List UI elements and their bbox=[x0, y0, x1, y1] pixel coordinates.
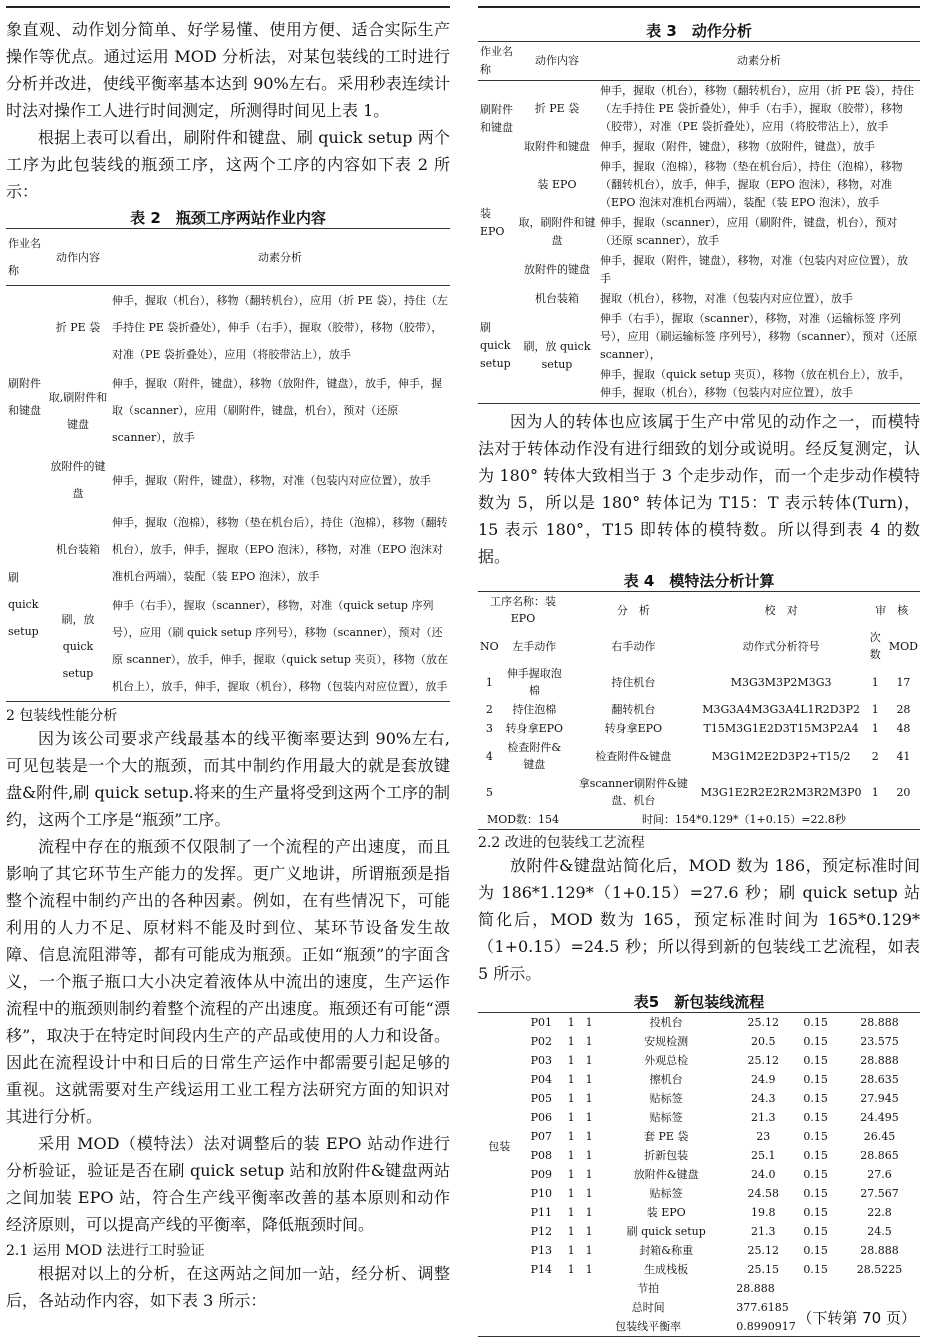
table-row bbox=[478, 81, 920, 138]
spacer bbox=[478, 1317, 562, 1337]
t2-act: 刷，放 quick setup bbox=[61, 612, 95, 680]
table-row bbox=[6, 369, 450, 452]
cell: 1 bbox=[871, 675, 879, 689]
cell: 0.15 bbox=[803, 1073, 828, 1086]
t2-text: 伸手，握取（附件，键盘），移物，对准（包装内对应位置），放手 bbox=[112, 473, 431, 487]
cell bbox=[501, 774, 568, 810]
t2-text: 伸手，握取（泡棉），移物（垫在机台后），持住（泡棉），移物（翻转机台），放手，伸手，握取（EPO 泡沫），移物，对准（EPO 泡沫对准机台两端），装配（装 EPO 泡沫），放手 bbox=[112, 516, 448, 583]
paragraph-bottleneck-def: 流程中存在的瓶颈不仅限制了一个流程的产出速度，而且影响了其它环节生产能力的发挥。更广义地讲，所谓瓶颈是指整个流程中制约产出的各种因素。例如，在有些情况下，可能利用的人力不足、原材料不能及时到位、某环节设备发生故障、信息流阻滞等，都有可能成为瓶颈。正如“瓶颈”的字面含义，一个瓶子瓶口大小决定着液体从中流出的速度，生产运作流程中的瓶颈则制约着整个流程的产出速度。瓶颈还有可能“漂移”，取决于在特定时间段内生产的产品或使用的人力和设备。因此在流程设计中和日后的日常生产运作中都需要引起足够的重视。这就需要对生产线运用工业工程方法研究方面的知识对其进行分析。 bbox=[6, 837, 450, 1126]
table4 bbox=[478, 591, 920, 830]
t3-text: 握取（机台），移物，对准（包装内对应位置），放手 bbox=[600, 292, 853, 305]
cell: 贴标签 bbox=[649, 1111, 683, 1124]
cell: 28.635 bbox=[860, 1073, 899, 1086]
cell: 0.15 bbox=[803, 1206, 828, 1219]
cell: 1 bbox=[585, 1263, 593, 1276]
cell: 28.888 bbox=[860, 1054, 899, 1067]
t2-text: 伸手，握取（机台），移物（翻转机台），应用（折 PE 袋），持住（左手持住 PE 袋折叠处），伸手（右手），握取（胶带），移物（胶带），对准（PE 袋折叠处），应用（将胶带沾上），放手 bbox=[112, 294, 448, 361]
cell: 28.5225 bbox=[856, 1263, 903, 1276]
cell: 4 bbox=[485, 749, 493, 763]
paragraph-bottleneck: 根据上表可以看出，刷附件和键盘、刷 quick setup 两个工序为此包装线的瓶颈工序，这两个工序的内容如下表 2 所示： bbox=[6, 128, 450, 201]
cell: 1 bbox=[567, 1130, 575, 1143]
cell: 检查附件&键盘 bbox=[595, 749, 672, 763]
table-row bbox=[478, 309, 920, 365]
cell: 0.15 bbox=[803, 1225, 828, 1238]
t3-group2: 装EPO bbox=[480, 207, 505, 238]
table-row bbox=[478, 719, 920, 738]
cell: 1 bbox=[567, 1263, 575, 1276]
cell: P12 bbox=[530, 1225, 553, 1238]
t3-act: 放附件的键盘 bbox=[524, 263, 590, 276]
cell: 28.865 bbox=[860, 1149, 899, 1162]
cell: 1 bbox=[567, 1187, 575, 1200]
paragraph-table3-intro: 根据对以上的分析，在这两站之间加一站，经分析、调整后，各站动作内容，如下表 3 所示： bbox=[6, 1264, 450, 1310]
t3-header-act: 动作内容 bbox=[535, 54, 579, 67]
cell: 1 bbox=[585, 1092, 593, 1105]
cell: 26.45 bbox=[863, 1130, 896, 1143]
cell: P06 bbox=[530, 1111, 553, 1124]
t3-group3: 刷quick setup bbox=[480, 321, 511, 370]
cell: T15M3G1E2D3T15M3P2A4 bbox=[703, 722, 859, 735]
cell: 25.12 bbox=[747, 1054, 780, 1067]
t3-text: 伸手，握取（附件，键盘），移物（放附件，键盘），放手 bbox=[600, 140, 875, 153]
summary-value: 377.6185 bbox=[736, 1301, 789, 1314]
table3-header bbox=[478, 42, 920, 81]
cell: 转身拿EPO bbox=[505, 722, 564, 735]
cell: 装 EPO bbox=[646, 1206, 686, 1219]
t2-text: 伸手（右手），握取（scanner），移物，对准（quick setup 序列号），应用（刷 quick setup 序列号），移物（scanner），预对（还原 scanner），放手，伸手，握取（quick setup 夹页），移物（放在机台上），放手，伸手，握取（机台），移物（包装内对应位置），放手 bbox=[112, 599, 448, 693]
t3-act: 机台装箱 bbox=[535, 292, 579, 305]
table-row bbox=[478, 251, 920, 289]
cell: 1 bbox=[567, 1092, 575, 1105]
cell: 24.5 bbox=[867, 1225, 892, 1238]
t4-header: 审 核 bbox=[875, 603, 909, 617]
t4-col: MOD bbox=[888, 639, 918, 653]
t3-text: 伸手（右手），握取（scanner），移物，对准（运输标签 序列号），应用（刷运输标签 序列号），移物（scanner），预对（还原 scanner）， bbox=[600, 312, 918, 361]
summary-label: 节拍 bbox=[637, 1282, 660, 1295]
cell: 安规检测 bbox=[644, 1035, 689, 1048]
t3-text: 伸手，握取（附件，键盘），移物，对准（包装内对应位置），放手 bbox=[600, 254, 908, 285]
section-heading-2: 2 包装线性能分析 bbox=[6, 708, 118, 724]
cell: M3G3A4M3G3A4L1R2D3P2 bbox=[702, 703, 860, 716]
cell: 贴标签 bbox=[649, 1092, 683, 1105]
cell: P04 bbox=[530, 1073, 553, 1086]
cell: 1 bbox=[485, 675, 493, 689]
table-row bbox=[478, 1203, 920, 1222]
cell: 2 bbox=[871, 749, 879, 763]
cell: 1 bbox=[567, 1073, 575, 1086]
t3-text: 伸手，握取（泡棉），移物（垫在机台后），持住（泡棉），移物（翻转机台），放手，伸手，握取（EPO 泡沫），移物，对准（EPO 泡沫对准机台两端），装配（装 EPO 泡沫），放手 bbox=[600, 160, 903, 209]
cell: 检查附件&键盘 bbox=[507, 741, 562, 771]
t4-col: 左手动作 bbox=[512, 639, 557, 653]
cell: 贴标签 bbox=[649, 1187, 683, 1200]
table-row bbox=[478, 1222, 920, 1241]
cell: 1 bbox=[567, 1054, 575, 1067]
table-row bbox=[478, 774, 920, 810]
t3-group1: 刷附件和键盘 bbox=[480, 103, 513, 134]
cell: 1 bbox=[585, 1168, 593, 1181]
cell: 持住泡棉 bbox=[512, 703, 557, 716]
cell: 0.15 bbox=[803, 1092, 828, 1105]
cell: 21.3 bbox=[751, 1111, 776, 1124]
t3-text: 伸手，握取（quick setup 夹页），移物（放在机台上），放手，伸手，握取（机台），移物（包装内对应位置），放手 bbox=[600, 368, 911, 399]
table-row bbox=[478, 1051, 920, 1070]
table4-caption: 表 4 模特法分析计算 bbox=[623, 572, 775, 590]
cell: 24.0 bbox=[751, 1168, 776, 1181]
cell: 1 bbox=[567, 1206, 575, 1219]
cell: 5 bbox=[485, 785, 493, 799]
cell: 41 bbox=[896, 749, 911, 763]
cell: P07 bbox=[530, 1130, 553, 1143]
table-row bbox=[478, 1184, 920, 1203]
cell: 投机台 bbox=[649, 1016, 683, 1029]
cell: 折新包装 bbox=[644, 1149, 689, 1162]
continued-note: （下转第 70 页） bbox=[797, 1309, 916, 1327]
t2-act: 折 PE 袋 bbox=[55, 321, 101, 334]
t3-text: 伸手，握取（scanner），应用（刷附件，键盘，机台），预对（还原 scanner），放手 bbox=[600, 216, 898, 247]
cell: 1 bbox=[871, 703, 879, 716]
table3-caption: 表 3 动作分析 bbox=[646, 22, 752, 40]
table-row bbox=[478, 1127, 920, 1146]
cell: 拿scanner刷附件&键盘、机台 bbox=[578, 777, 688, 807]
table-row bbox=[478, 1165, 920, 1184]
cell: 1 bbox=[871, 785, 879, 799]
cell: 封箱&称重 bbox=[639, 1244, 694, 1257]
table-row bbox=[478, 1241, 920, 1260]
t4-time: 时间：154*0.129*（1+0.15）=22.8秒 bbox=[642, 813, 846, 826]
cell: 2 bbox=[485, 703, 493, 716]
table-row bbox=[478, 213, 920, 251]
cell: P09 bbox=[530, 1168, 553, 1181]
t3-act: 取附件和键盘 bbox=[524, 140, 590, 153]
cell: 25.12 bbox=[747, 1016, 780, 1029]
t5-group: 包装 bbox=[488, 1139, 511, 1153]
paragraph-line-balance: 因为该公司要求产线最基本的线平衡率要达到 90%左右,可见包装是一个大的瓶颈，而其中制约作用最大的就是套放键盘&附件,刷 quick setup.将来的生产量将受到这两个工序的制约，这两个工序是“瓶颈”工序。 bbox=[6, 729, 450, 829]
paragraph-intro: 象直观、动作划分简单、好学易懂、使用方便、适合实际生产操作等优点。通过运用 MOD 分析法，对某包装线的工时进行分析并改进，使线平衡率基本达到 90%左右。采用秒表连续计时法对操作工人进行时间测定，所测得时间见上表 1。 bbox=[6, 20, 450, 120]
cell: 1 bbox=[567, 1225, 575, 1238]
cell: 翻转机台 bbox=[611, 703, 656, 716]
table-row bbox=[6, 452, 450, 508]
table4-summary bbox=[478, 810, 920, 830]
paragraph-new-flow: 放附件&键盘站简化后，MOD 数为 186，预定标准时间为 186*1.129*（1+0.15）=27.6 秒；刷 quick setup 站简化后，MOD 数为 165，预定标准时间为 165*0.129*（1+0.15）=24.5 秒；所以得到新的包装线工艺流程，如表 5 所示。 bbox=[478, 856, 920, 983]
cell: 25.12 bbox=[747, 1244, 780, 1257]
cell: M3G3M3P2M3G3 bbox=[730, 675, 832, 689]
table-row bbox=[478, 1032, 920, 1051]
t3-text: 伸手，握取（机台），移物（翻转机台），应用（折 PE 袋），持住（左手持住 PE 袋折叠处），伸手（右手），握取（胶带），移物（胶带），对准（PE 袋折叠处），应用（将胶带沾上），放手 bbox=[600, 84, 914, 133]
cell: 擦机台 bbox=[649, 1073, 683, 1086]
cell: 持住机台 bbox=[611, 675, 656, 689]
table-row bbox=[478, 1013, 920, 1033]
cell: 0.15 bbox=[803, 1111, 828, 1124]
cell: 1 bbox=[585, 1225, 593, 1238]
cell: 生成栈板 bbox=[644, 1263, 689, 1276]
t3-header-name: 作业名称 bbox=[480, 45, 513, 76]
cell: 1 bbox=[567, 1149, 575, 1162]
t4-header: 工序名称：装EPO bbox=[489, 595, 556, 625]
cell: M3G1M2E2D3P2+T15/2 bbox=[711, 749, 851, 763]
cell: 27.567 bbox=[860, 1187, 899, 1200]
table2-header bbox=[6, 229, 450, 286]
spacer bbox=[478, 1298, 562, 1317]
cell: 0.15 bbox=[803, 1130, 828, 1143]
cell: 1 bbox=[585, 1054, 593, 1067]
t4-col: 动作式分析符号 bbox=[742, 639, 820, 653]
table-row bbox=[478, 700, 920, 719]
cell: P13 bbox=[530, 1244, 553, 1257]
cell: 1 bbox=[585, 1073, 593, 1086]
t2-act: 机台装箱 bbox=[56, 543, 100, 556]
cell: 1 bbox=[585, 1035, 593, 1048]
table4-header bbox=[478, 592, 920, 629]
cell: 20 bbox=[896, 785, 911, 799]
cell: 0.15 bbox=[803, 1244, 828, 1257]
table3 bbox=[478, 41, 920, 404]
cell: 17 bbox=[896, 675, 911, 689]
cell: 0.15 bbox=[803, 1035, 828, 1048]
cell: 1 bbox=[585, 1149, 593, 1162]
cell: 23.575 bbox=[860, 1035, 899, 1048]
cell: 1 bbox=[585, 1187, 593, 1200]
summary-label: 总时间 bbox=[631, 1301, 665, 1314]
t4-header: 校 对 bbox=[764, 603, 798, 617]
table-row bbox=[6, 591, 450, 702]
section-heading-2-2: 2.2 改进的包装线工艺流程 bbox=[478, 835, 645, 851]
cell: 放附件&键盘 bbox=[633, 1168, 699, 1181]
cell: 刷 quick setup bbox=[626, 1225, 706, 1238]
cell: 28 bbox=[896, 703, 911, 716]
t3-header-analysis: 动素分析 bbox=[737, 54, 781, 67]
cell: 1 bbox=[871, 722, 879, 735]
table-row bbox=[478, 137, 920, 157]
cell: 套 PE 袋 bbox=[643, 1130, 689, 1143]
t4-col: 右手动作 bbox=[611, 639, 656, 653]
paragraph-mod: 采用 MOD（模特法）法对调整后的装 EPO 站动作进行分析验证，验证是否在刷 quick setup 站和放附件&键盘两站之间加装 EPO 站，符合生产线平衡率改善的基本原则和动作经济原则，可以提高产线的平衡率，降低瓶颈时间。 bbox=[6, 1134, 450, 1234]
cell: P11 bbox=[530, 1206, 553, 1219]
t2-header-name: 作业名称 bbox=[8, 237, 41, 277]
table5 bbox=[478, 1012, 920, 1337]
cell: 外观总检 bbox=[644, 1054, 689, 1067]
cell: 25.1 bbox=[751, 1149, 776, 1162]
cell: 0.15 bbox=[803, 1168, 828, 1181]
cell: 1 bbox=[585, 1206, 593, 1219]
table4-cols bbox=[478, 628, 920, 664]
cell: 3 bbox=[485, 722, 493, 735]
cell: 20.5 bbox=[751, 1035, 776, 1048]
t3-act: 刷，放 quick setup bbox=[523, 340, 591, 371]
table-row bbox=[478, 1070, 920, 1089]
table-row bbox=[478, 664, 920, 700]
left-column bbox=[6, 0, 450, 1314]
t4-col: NO bbox=[480, 639, 499, 653]
cell: 1 bbox=[585, 1244, 593, 1257]
table-row bbox=[478, 157, 920, 213]
cell: 22.8 bbox=[867, 1206, 892, 1219]
table-row bbox=[478, 1146, 920, 1165]
table-row bbox=[478, 738, 920, 774]
t2-act: 放附件的键盘 bbox=[50, 460, 106, 500]
cell: 0.15 bbox=[803, 1016, 828, 1029]
cell: P01 bbox=[530, 1016, 553, 1029]
right-column bbox=[478, 0, 920, 1337]
table-row bbox=[6, 508, 450, 591]
t4-col: 次数 bbox=[869, 631, 881, 661]
t2-header-analysis: 动素分析 bbox=[258, 250, 302, 264]
cell: 19.8 bbox=[751, 1206, 776, 1219]
cell: P10 bbox=[530, 1187, 553, 1200]
cell: 转身拿EPO bbox=[604, 722, 663, 735]
spacer bbox=[478, 1279, 562, 1298]
cell: 1 bbox=[585, 1130, 593, 1143]
table-row bbox=[478, 1089, 920, 1108]
table-row bbox=[478, 1260, 920, 1279]
table-row bbox=[6, 286, 450, 370]
summary-label: 包装线平衡率 bbox=[615, 1320, 682, 1333]
cell: 0.15 bbox=[803, 1263, 828, 1276]
cell: M3G1E2R2E2R2M3R2M3P0 bbox=[700, 785, 862, 799]
cell: 24.3 bbox=[751, 1092, 776, 1105]
table-row bbox=[478, 289, 920, 309]
cell: 0.15 bbox=[803, 1149, 828, 1162]
table2-caption: 表 2 瓶颈工序两站作业内容 bbox=[130, 209, 326, 227]
cell: 28.888 bbox=[860, 1016, 899, 1029]
summary-value: 28.888 bbox=[736, 1282, 775, 1295]
cell: 24.495 bbox=[860, 1111, 899, 1124]
cell: 27.945 bbox=[860, 1092, 899, 1105]
t3-act: 装 EPO bbox=[537, 178, 577, 191]
cell: P14 bbox=[530, 1263, 553, 1276]
t3-act: 折 PE 袋 bbox=[534, 102, 580, 115]
cell: 1 bbox=[567, 1016, 575, 1029]
section-heading-2-1: 2.1 运用 MOD 法进行工时验证 bbox=[6, 1243, 205, 1259]
t2-text: 伸手，握取（附件，键盘），移物（放附件，键盘），放手，伸手，握取（scanner），应用（刷附件，键盘，机台），预对（还原 scanner），放手 bbox=[112, 377, 442, 444]
cell: 1 bbox=[567, 1244, 575, 1257]
cell: 24.9 bbox=[751, 1073, 776, 1086]
t3-act: 取，刷附件和键盘 bbox=[518, 216, 596, 247]
cell: 28.888 bbox=[860, 1244, 899, 1257]
t4-header: 分 析 bbox=[616, 603, 650, 617]
t2-act: 取,刷附件和键盘 bbox=[48, 390, 108, 431]
cell: 1 bbox=[567, 1168, 575, 1181]
cell: 1 bbox=[567, 1035, 575, 1048]
cell: 1 bbox=[567, 1111, 575, 1124]
summary-value: 0.8990917 bbox=[736, 1320, 796, 1333]
cell: 1 bbox=[585, 1016, 593, 1029]
cell: P02 bbox=[530, 1035, 553, 1048]
cell: P05 bbox=[530, 1092, 553, 1105]
cell: 1 bbox=[585, 1111, 593, 1124]
cell: 27.6 bbox=[867, 1168, 892, 1181]
t2-group2: 刷quick setup bbox=[8, 571, 39, 638]
cell: 23 bbox=[756, 1130, 771, 1143]
cell: 0.15 bbox=[803, 1054, 828, 1067]
table5-caption: 表5 新包装线流程 bbox=[633, 993, 765, 1011]
cell: 伸手握取泡棉 bbox=[506, 667, 562, 697]
cell: 48 bbox=[896, 722, 911, 735]
t2-group1: 刷附件和键盘 bbox=[8, 377, 41, 417]
cell: P08 bbox=[530, 1149, 553, 1162]
table-row bbox=[478, 1108, 920, 1127]
table5-summary-row bbox=[478, 1279, 920, 1298]
t4-mod-count: MOD数：154 bbox=[486, 813, 560, 826]
table2 bbox=[6, 228, 450, 702]
cell: P03 bbox=[530, 1054, 553, 1067]
cell: 25.15 bbox=[747, 1263, 780, 1276]
cell: 24.58 bbox=[747, 1187, 780, 1200]
cell: 0.15 bbox=[803, 1187, 828, 1200]
paragraph-turn: 因为人的转体也应该属于生产中常见的动作之一，而模特法对于转体动作没有进行细致的划分或说明。经反复测定，认为 180° 转体大致相当于 3 个走步动作，而一个走步动作模特数为 5，所以是 180° 转体记为 T15：T 表示转体(Turn)，15 表示 180°，T15 即转体的模特数。所以得到表 4 的数据。 bbox=[478, 412, 920, 566]
t2-header-act: 动作内容 bbox=[56, 250, 100, 264]
cell: 21.3 bbox=[751, 1225, 776, 1238]
